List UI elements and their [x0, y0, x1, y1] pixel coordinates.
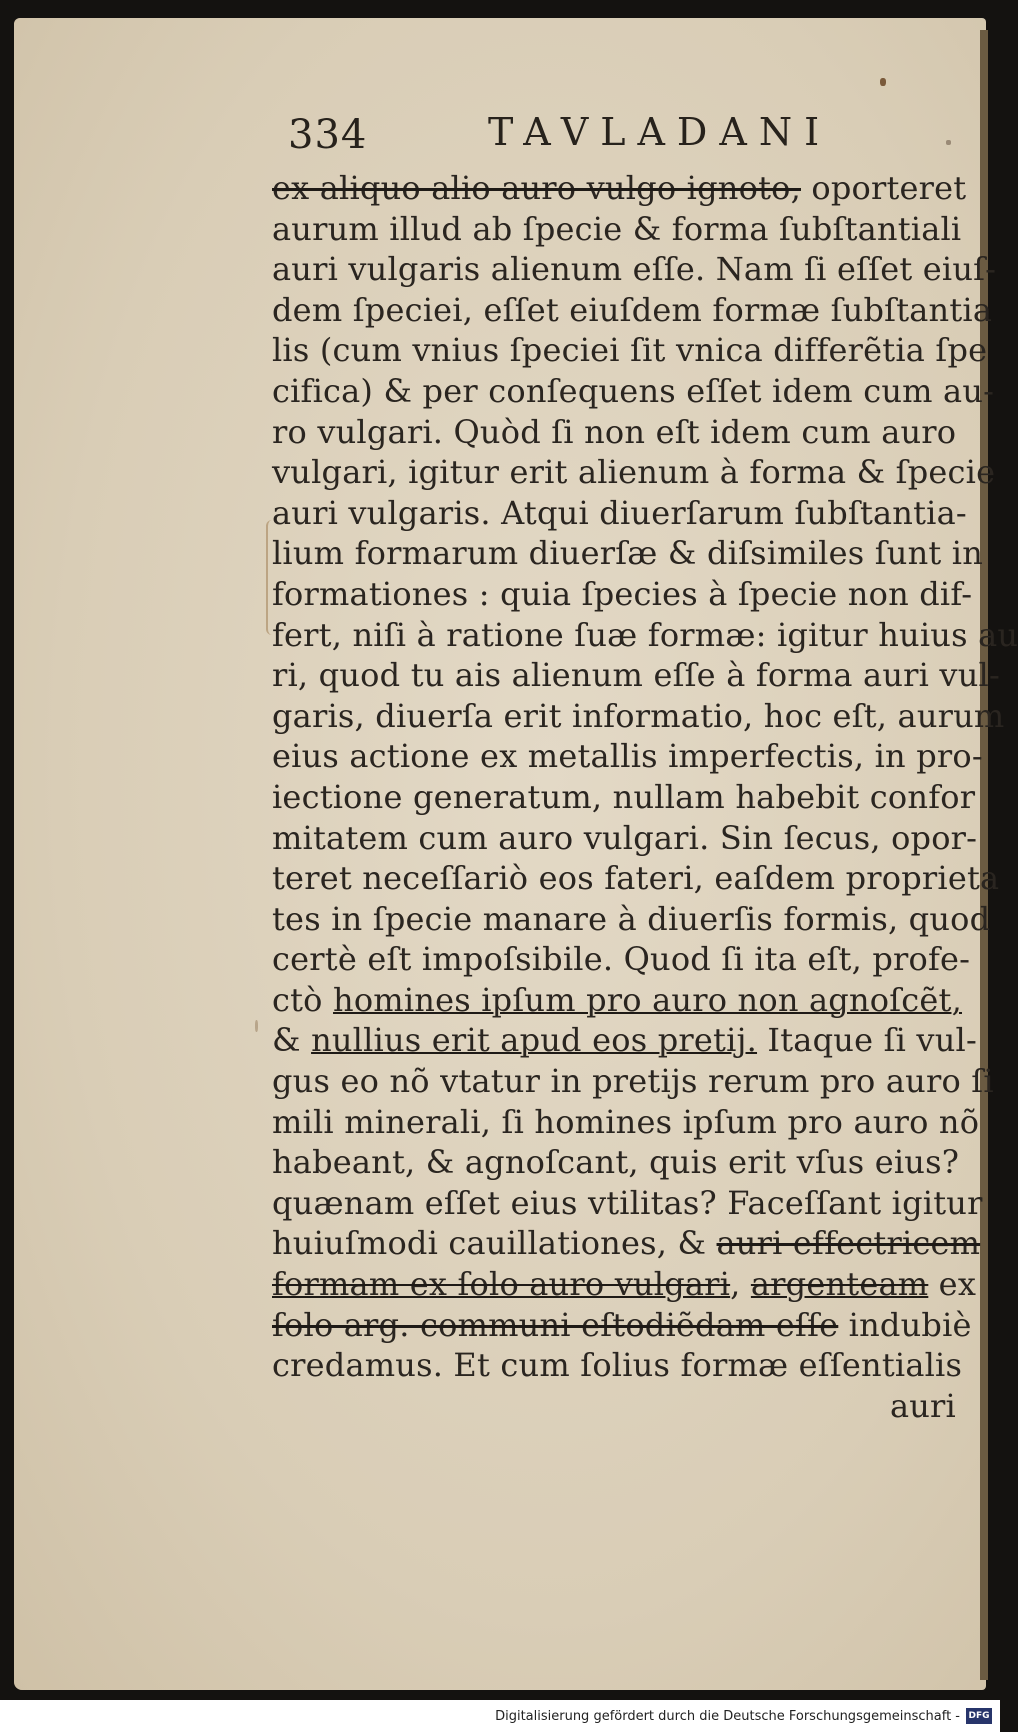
text-line: [272, 1142, 960, 1183]
text-line: [272, 412, 956, 453]
text-segment: vulgari, igitur erit alienum à forma & ſpecie: [272, 453, 996, 492]
text-segment: auri vulgaris alienum eſſe. Nam ſi eſſet eiuſ-: [272, 250, 997, 289]
text-line: [272, 777, 976, 818]
text-line: [272, 939, 971, 980]
text-segment: habeant, & agnoſcant, quis erit vſus eius?: [272, 1143, 960, 1182]
ink-spot: [880, 78, 886, 86]
text-line: [272, 1102, 980, 1143]
text-line: [272, 1061, 994, 1102]
marked-text-segment: auri effectricem: [716, 1224, 981, 1263]
text-segment: lium formarum diuerſæ & diſsimiles ſunt in: [272, 534, 984, 573]
text-segment: ctò: [272, 980, 334, 1019]
text-segment: fert, niſi à ratione ſuæ formæ: igitur huius au: [272, 615, 1018, 654]
text-line: [272, 1345, 963, 1386]
text-segment: mili minerali, ſi homines ipſum pro auro nõ: [272, 1102, 980, 1141]
text-segment: ,: [730, 1265, 751, 1304]
text-line: [272, 1020, 977, 1061]
text-line: [272, 1223, 981, 1264]
text-segment: Itaque ſi vul-: [757, 1021, 977, 1060]
text-segment: auri vulgaris. Atqui diuerſarum ſubſtantia-: [272, 493, 967, 532]
marked-text-segment: argenteam: [750, 1265, 929, 1304]
marked-text-segment: ex aliquo alio auro vulgo ignoto,: [272, 169, 801, 207]
page-number: 334: [288, 112, 368, 158]
text-line: [272, 533, 984, 574]
running-head: TAVLADANI: [488, 110, 832, 154]
text-line: [272, 980, 962, 1021]
text-line: [272, 615, 1018, 656]
main-text-block: [272, 168, 1018, 1426]
ink-spot: [255, 1020, 258, 1032]
text-line: [272, 655, 1000, 696]
text-line: [272, 168, 967, 209]
text-segment: iectione generatum, nullam habebit confor: [272, 777, 976, 816]
text-segment: tes in ſpecie manare à diuerſis formis, quod: [272, 899, 991, 938]
marked-text-segment: nullius erit apud eos pretij.: [311, 1021, 758, 1060]
text-segment: &: [272, 1021, 312, 1060]
marked-text-segment: homines ipſum pro auro non agnoſcẽt,: [333, 980, 962, 1019]
text-segment: ri, quod tu ais alienum eſſe à forma auri vul-: [272, 656, 1000, 695]
text-line: [272, 493, 967, 534]
text-line: [272, 1183, 983, 1224]
text-line: [272, 899, 991, 940]
text-segment: dem ſpeciei, eſſet eiuſdem formæ ſubſtantia: [272, 290, 993, 329]
text-segment: quænam eſſet eius vtilitas? Faceſſant igitur: [272, 1183, 983, 1222]
page-header: [288, 112, 948, 172]
text-segment: cifica) & per conſequens eſſet idem cum au-: [272, 371, 995, 410]
text-segment: lis (cum vnius ſpeciei ſit vnica differẽtia ſpe: [272, 331, 988, 370]
text-line: [272, 696, 1005, 737]
text-segment: garis, diuerſa erit informatio, hoc eſt, aurum: [272, 696, 1005, 735]
text-line: [272, 249, 997, 290]
text-segment: formationes : quia ſpecies à ſpecie non dif-: [272, 574, 973, 613]
text-segment: certè eſt impoſsibile. Quod ſi ita eſt, profe-: [272, 940, 971, 979]
text-segment: auri: [889, 1386, 956, 1425]
text-line: [272, 371, 995, 412]
text-segment: teret neceſſariò eos fateri, eaſdem proprieta: [272, 859, 1000, 898]
text-segment: credamus. Et cum ſolius formæ eſſentialis: [272, 1346, 963, 1385]
text-line: [272, 736, 983, 777]
text-line: [272, 452, 996, 493]
dfg-logo: DFG: [966, 1708, 992, 1724]
text-line: [272, 858, 1000, 899]
text-line: [272, 1305, 972, 1346]
text-segment: oporteret: [800, 169, 967, 207]
text-line: [272, 330, 988, 371]
text-segment: eius actione ex metallis imperfectis, in pro-: [272, 737, 983, 776]
text-line: [272, 574, 973, 615]
text-segment: aurum illud ab ſpecie & forma ſubſtantiali: [272, 209, 962, 248]
marked-text-segment: ſolo arg. communi eſtodiẽdam eſſe: [272, 1305, 839, 1344]
text-segment: ex: [928, 1265, 977, 1304]
text-line: [272, 290, 993, 331]
funding-note: Digitalisierung gefördert durch die Deutsche Forschungsgemeinschaft -: [495, 1709, 960, 1724]
text-segment: huiuſmodi cauillationes, &: [272, 1224, 717, 1263]
text-segment: gus eo nõ vtatur in pretijs rerum pro auro ſi: [272, 1062, 994, 1101]
text-segment: ro vulgari. Quòd ſi non eſt idem cum auro: [272, 412, 957, 451]
text-segment: mitatem cum auro vulgari. Sin ſecus, opor-: [272, 818, 978, 857]
text-line: [272, 209, 962, 250]
text-line: [272, 1386, 956, 1427]
text-segment: indubiè: [838, 1305, 972, 1344]
marked-text-segment: formam ex ſolo auro vulgari: [272, 1265, 731, 1304]
text-line: [272, 818, 978, 859]
digitization-footer: [0, 1700, 1000, 1732]
text-line: [272, 1264, 977, 1305]
